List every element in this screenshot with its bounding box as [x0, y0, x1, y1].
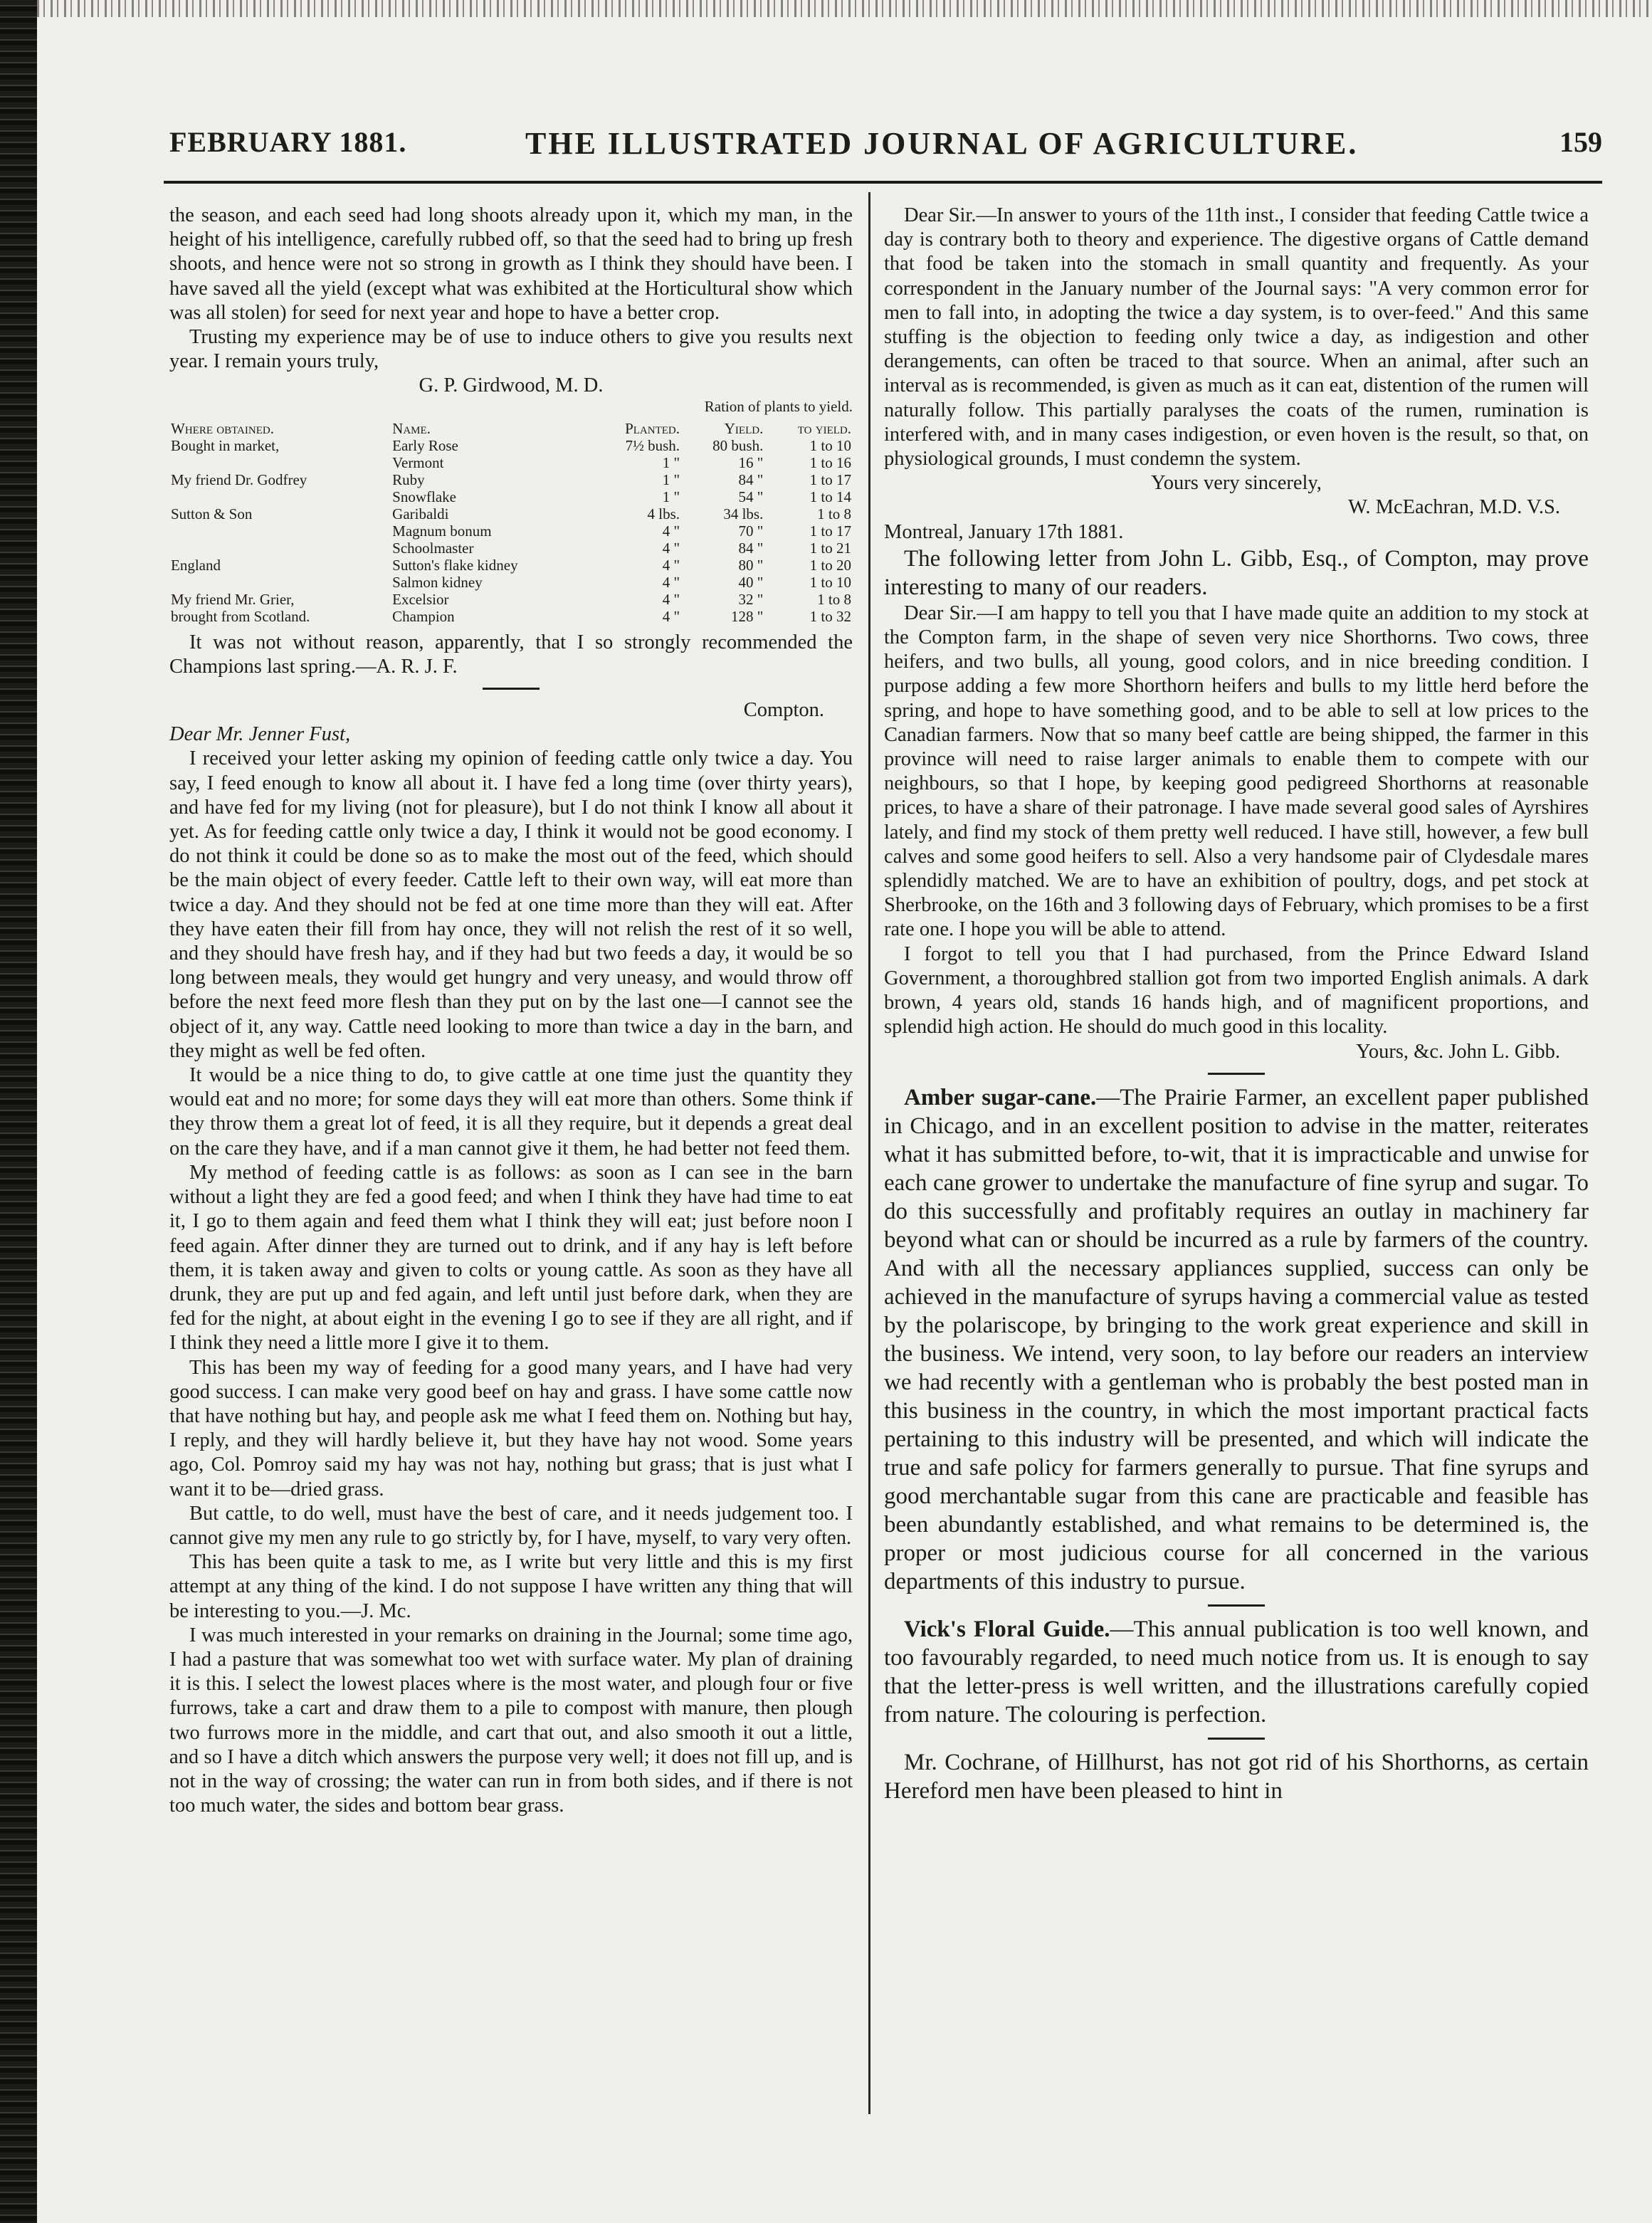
section-rule — [1208, 1604, 1265, 1607]
binding-edge — [0, 0, 37, 2223]
table-cell: 70 " — [738, 522, 764, 540]
paragraph: But cattle, to do well, must have the best of care, and it needs judgement too. I cannot give my men any rule to go strictly by, for I have, myself, to vary very often. — [169, 1502, 853, 1549]
table-cell: 1 to 17 — [809, 522, 851, 540]
table-header-cell: to yield. — [797, 419, 851, 437]
table-cell — [169, 488, 391, 505]
table-cell: 4 " — [662, 607, 680, 625]
table-cell — [169, 454, 391, 471]
table-cell: 4 " — [662, 573, 680, 591]
table-cell: 54 " — [738, 488, 764, 505]
table-header-cell: Where obtained. — [171, 419, 274, 437]
dateline: Montreal, January 17th 1881. — [884, 520, 1124, 543]
table-cell: 84 " — [738, 471, 764, 488]
section-rule — [1208, 1073, 1265, 1075]
paragraph: It would be a nice thing to do, to give cattle at one time just the quantity they would eat and no more; for some days they will eat more than others. Some think if they throw them a great lot of feed, it is all they require, but it depends a great deal on the care they have, and if a man cannot give it them, he had better not feed them. — [169, 1064, 853, 1160]
table-cell: 1 " — [662, 453, 680, 471]
left-column — [169, 204, 853, 1818]
paragraph: My method of feeding cattle is as follows: as soon as I can see in the barn without a light they are fed a good feed; and when I think they have had time to eat it, I go to them again and feed them what I think they will eat; just before noon I feed again. After dinner they are turned out to drink, and if any hay is left before them, it is taken away and given to colts or young cattle. As soon as they have all drunk, they are put up and fed again, and left until just before dark, when they are fed for the night, at about eight in the evening I go to see if they are all right, and if I think they need a little more I give it to them. — [169, 1161, 853, 1355]
table-ratio-header: Ration of plants to yield. — [704, 397, 853, 415]
table-row — [169, 471, 853, 488]
table-row — [169, 574, 853, 591]
paragraph: Dear Sir.—I am happy to tell you that I have made quite an addition to my stock at the Compton farm, in the shape of seven very nice Shorthorns. Two cows, three heifers, and two bulls, all young, good colors, and in nice breeding condition. I purpose adding a few more Shorthorn heifers and bulls to my little herd before the spring, and hope to have something good, and to be able to sell at low prices to the Canadian farmers. Now that so many beef cattle are being shipped, the farmer in this province will need to raise larger animals to enable them to compete with our neighbours, so that I hope, by keeping good pedigreed Shorthorns at reasonable prices, to have a share of their patronage. I have made several good sales of Ayrshires lately, and find my stock of them pretty well reduced. I have still, however, a few bull calves and some good heifers to sell. Also a very handsome pair of Clydesdale mares splendidly matched. We are to have an exhibition of poultry, dogs, and pet stock at Sherbrooke, on the 16th and 3 following days of February, which promises to be a first rate one. I hope you will be able to attend. — [884, 601, 1589, 941]
table-cell: Snowflake — [392, 488, 456, 505]
table-cell — [169, 540, 391, 557]
section-body: —The Prairie Farmer, an excellent paper published in Chicago, and in an excellent position to advise in the matter, reiterates what it has submitted before, to-wit, that it is impracticable and unwise for each cane grower to undertake the manufacture of fine syrup and sugar. To do this successfully and profitably requires an outlay in machinery far beyond what can or should be incurred as a rule by farmers of the country. And with all the necessary appliances supplied, success can only be achieved in the manufacture of syrups having a commercial value as tested by the polariscope, by bringing to the work great experience and skill in the business. We intend, very soon, to lay before our readers an interview we had recently with a gentleman who is probably the best posted man in this business in the country, in which the most important practical facts pertaining to this industry will be presented, and which will indicate the true and safe policy for farmers generally to pursue. That fine syrups and good merchantable sugar from this cane are practicable and feasible has been abundantly established, and what remains to be determined is, the proper or most judicious course for all concerned in the various departments of this industry to pursue. — [884, 1084, 1589, 1594]
potato-yield-table — [169, 420, 853, 625]
table-header-cell: Yield. — [724, 419, 764, 437]
paragraph: I forgot to tell you that I had purchased, from the Prince Edward Island Government, a thoroughbred stallion got from two imported English animals. A dark brown, 4 years old, stands 16 hands high, and of magnificent proportions, and splendid high action. He should do much good in this locality. — [884, 942, 1589, 1039]
table-row — [169, 591, 853, 608]
table-row — [169, 540, 853, 557]
table-cell: 7½ bush. — [625, 436, 680, 454]
paragraph: It was not without reason, apparently, that I so strongly recommended the Champions last spring.—A. R. J. F. — [169, 631, 853, 678]
paragraph: Mr. Cochrane, of Hillhurst, has not got rid of his Shorthorns, as certain Hereford men have been pleased to hint in — [884, 1749, 1589, 1804]
table-cell: 1 to 17 — [809, 471, 851, 488]
table-cell: 1 to 10 — [809, 436, 851, 454]
signature: W. McEachran, M.D. V.S. — [1348, 496, 1560, 519]
scan-noise — [37, 0, 1652, 17]
section-rule — [1208, 1738, 1265, 1740]
table-cell: My friend Dr. Godfrey — [171, 471, 307, 488]
table-cell: 1 " — [662, 488, 680, 505]
running-header — [169, 125, 1602, 168]
table-cell: 80 " — [738, 556, 764, 574]
table-cell: Ruby — [392, 471, 425, 488]
closing: Yours very sincerely, — [1151, 472, 1322, 495]
table-cell: 1 to 10 — [809, 573, 851, 591]
table-cell: Bought in market, — [171, 436, 280, 454]
table-cell: England — [171, 556, 221, 574]
table-cell: 40 " — [738, 573, 764, 591]
paragraph: Trusting my experience may be of use to induce others to give you results next year. I remain yours truly, — [169, 326, 853, 373]
column-divider — [868, 192, 870, 2114]
table-cell: Vermont — [392, 453, 444, 471]
table-cell: 1 to 16 — [809, 453, 851, 471]
amber-section — [884, 1083, 1589, 1596]
paragraph: I was much interested in your remarks on draining in the Journal; some time ago, I had a pasture that was somewhat too wet with surface water. My plan of draining it is this. I select the lowest places where is the most water, and plough four or five furrows, take a cart and draw them to a pile to compost with manure, then plough two furrows more in the middle, and cart that out, and also smooth it out a little, and so I have a ditch which answers the purpose very well; it does not fill up, and is not in the way of crossing; the water can run in from both sides, and if there is not too much water, the sides and bottom bear grass. — [169, 1624, 853, 1817]
right-column — [884, 204, 1589, 1805]
table-row — [169, 522, 853, 540]
header-date: FEBRUARY 1881. — [169, 126, 407, 158]
paragraph: I received your letter asking my opinion of feeding cattle only twice a day. You say, I feed enough to know all about it. I have fed a long time (over thirty years), and have fed for my living (not for pleasure), but I do not think I know all about it yet. As for feeding cattle only twice a day, I think it would not be good economy. I do not think it could be done so as to make the most out of the feed, which should be the main object of every feeder. Cattle left to their own way, will eat more than twice a day. And they should not be fed at one time more than they will eat. After they have eaten their fill from hay once, they will not relish the rest of it so well, and they should have fresh hay, and if they had but two feeds a day, it would be so long between meals, they would get hungry and very uneasy, and would throw off before the next feed more flesh than they put on by the last one—I cannot see the object of it, any way. Cattle need looking to more than twice a day in the barn, and they might as well be fed often. — [169, 747, 853, 1062]
table-cell: 32 " — [738, 590, 764, 608]
page-number: 159 — [1559, 126, 1602, 158]
place-line: Compton. — [743, 699, 824, 722]
table-cell: Sutton's flake kidney — [392, 556, 518, 574]
table-cell — [169, 574, 391, 591]
table-cell: 1 " — [662, 471, 680, 488]
table-cell — [169, 522, 391, 540]
section-heading: Amber sugar-cane. — [904, 1084, 1097, 1110]
table-cell: 84 " — [738, 539, 764, 557]
header-rule — [164, 181, 1602, 184]
salutation: Dear Mr. Jenner Fust, — [169, 723, 351, 746]
paragraph: This has been quite a task to me, as I write but very little and this is my first attempt at any thing of the kind. I do not suppose I have written any thing that will be interesting to you.—J. Mc. — [169, 1551, 853, 1622]
table-cell: My friend Mr. Grier, — [171, 590, 295, 608]
section-heading: Vick's Floral Guide. — [904, 1616, 1110, 1642]
paragraph: This has been my way of feeding for a good many years, and I have had very good success. I can make very good beef on hay and grass. I have some cattle now that have nothing but hay, and people ask me what I feed them on. Nothing but hay, I reply, and they will hardly believe it, but they have hay not wood. Some years ago, Col. Pomroy said my hay was not hay, nothing but grass; that is just what I want it to be—dried grass. — [169, 1356, 853, 1501]
table-row — [169, 505, 853, 522]
closing: Yours, &c. John L. Gibb. — [1356, 1040, 1560, 1063]
table-cell: 4 " — [662, 539, 680, 557]
table-cell: 1 to 20 — [809, 556, 851, 574]
table-cell: Magnum bonum — [392, 522, 492, 540]
table-cell: brought from Scotland. — [171, 607, 310, 625]
table-cell: 1 to 8 — [817, 590, 851, 608]
table-cell: Salmon kidney — [392, 573, 483, 591]
table-cell: Schoolmaster — [392, 539, 474, 557]
journal-title: THE ILLUSTRATED JOURNAL OF AGRICULTURE. — [525, 126, 1359, 161]
table-cell: 1 to 8 — [817, 505, 851, 522]
table-cell: 4 " — [662, 556, 680, 574]
table-cell: 34 lbs. — [723, 505, 764, 522]
table-header-cell: Name. — [392, 419, 431, 437]
table-cell: 16 " — [738, 453, 764, 471]
table-cell: 80 bush. — [712, 436, 764, 454]
table-cell: 1 to 14 — [809, 488, 851, 505]
table-cell: Garibaldi — [392, 505, 449, 522]
section-rule — [483, 688, 540, 690]
table-cell: 1 to 21 — [809, 539, 851, 557]
table-cell: 128 " — [731, 607, 764, 625]
table-cell: Early Rose — [392, 436, 458, 454]
table-cell: 4 lbs. — [647, 505, 680, 522]
table-row — [169, 437, 853, 454]
table-cell: Sutton & Son — [171, 505, 253, 522]
section-body: —This annual publication is too well known, and too favourably regarded, to need much notice from us. It is enough to say that the letter-press is well written, and the illustrations carefully copied from nature. The colouring is perfection. — [884, 1616, 1589, 1728]
table-row — [169, 608, 853, 625]
paragraph: Dear Sir.—In answer to yours of the 11th inst., I consider that feeding Cattle twice a day is contrary both to theory and experience. The digestive organs of Cattle demand that food be taken into the stomach in small quantity and frequently. As your correspondent in the January number of the Journal says: "A very common error for men to fall into, in adopting the twice a day system, is to over-feed." And this same stuffing is the objection to feeding only twice a day, as indigestion and other derangements, can often be traced to that source. When an animal, after such an interval as is recommended, is given as much as it can eat, distention of the rumen will naturally follow. This partially paralyses the coats of the rumen, rumination is interfered with, and in many cases indigestion, or even hoven is the result, so that, on physiological grounds, I must condemn the system. — [884, 204, 1589, 471]
signature: G. P. Girdwood, M. D. — [419, 374, 604, 397]
vick-section — [884, 1615, 1589, 1729]
table-row — [169, 557, 853, 574]
intro-paragraph: The following letter from John L. Gibb, Esq., of Compton, may prove interesting to many of our readers. — [884, 545, 1589, 600]
table-cell: 4 " — [662, 522, 680, 540]
paragraph: the season, and each seed had long shoots already upon it, which my man, in the height of his intelligence, carefully rubbed off, so that the seed had to bring up fresh shoots, and hence were not so strong in growth as I think they should have been. I have saved all the yield (except what was exhibited at the Horticultural show which was all stolen) for seed for next year and hope to have a better crop. — [169, 204, 853, 324]
table-row — [169, 488, 853, 505]
table-cell: Excelsior — [392, 590, 449, 608]
table-header-cell: Planted. — [625, 419, 680, 437]
table-cell: Champion — [392, 607, 455, 625]
table-cell: 1 to 32 — [809, 607, 851, 625]
table-row — [169, 454, 853, 471]
table-cell: 4 " — [662, 590, 680, 608]
